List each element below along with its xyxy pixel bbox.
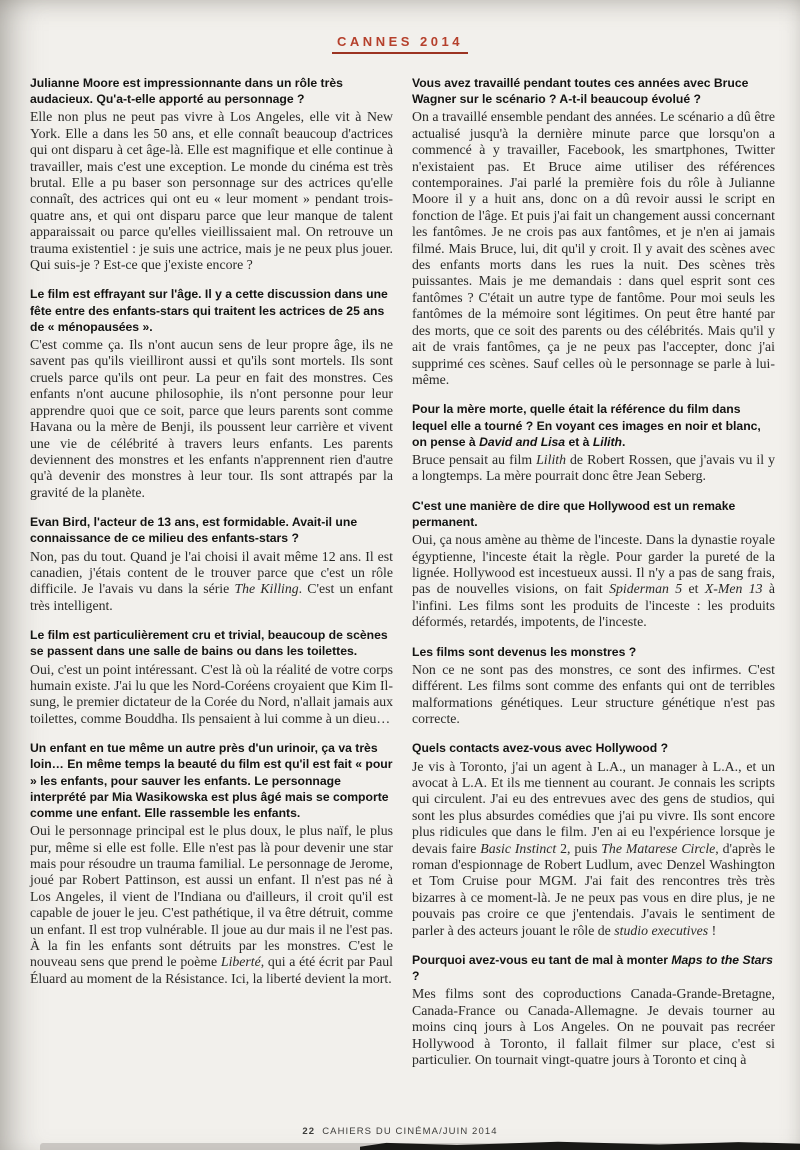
interview-question: Vous avez travaillé pendant toutes ces années avec Bruce Wagner sur le scénario ? A-t-il beaucoup évolué ? xyxy=(412,76,749,107)
scan-edge-artifact xyxy=(360,1139,800,1150)
interview-question: C'est une manière de dire que Hollywood est un remake permanent. xyxy=(412,498,736,529)
interview-answer: Je vis à Toronto, j'ai un agent à L.A., un manager à L.A., et un avocat à L.A. Et ils me tiennent au courant. Je connais les scripts qui circulent. J'ai eu des entrevues avec des gens de studios, qui sont les plus absurdes comédies que j'ai pu vivre. Ils sont encore plus ridicules que dans le film. J'en ai eu l'expérience lorsque je devais faire Basic Instinct 2, puis The Matarese Circle, d'après le roman d'espionnage de Robert Ludlum, avec Denzel Washington et Tom Cruise pour MGM. J'ai fait des rencontres très très bizarres à ce moment-là. Je ne peux pas vous en dire plus, je ne pouvais pas croire ce que j'entendais. J'avais le sentiment de parler à des acteurs jouant le rôle de studio executives ! xyxy=(412,758,775,938)
interview-question: Julianne Moore est impressionnante dans un rôle très audacieux. Qu'a-t-elle apporté au personnage ? xyxy=(30,76,343,107)
interview-answer: Mes films sont des coproductions Canada-Grande-Bretagne, Canada-France ou Canada-Allemagne. Je devais tourner au moins cinq jours à Los Angeles. On ne pouvait pas recréer Hollywood à Toronto, il fallait filmer sur place, c'est si particulier. On tournait vingt-quatre jours à Toronto et cinq à xyxy=(412,986,775,1068)
interview-answer: Non ce ne sont pas des monstres, ce sont des infirmes. C'est différent. Les films sont comme des enfants qui ont de terribles malformations génétiques. Leur structure génétique n'est pas correcte. xyxy=(412,661,775,726)
page-footer xyxy=(0,1126,800,1137)
section-header xyxy=(0,0,800,54)
interview-question: Quels contacts avez-vous avec Hollywood ? xyxy=(412,741,669,756)
article-column-left xyxy=(30,75,393,1069)
interview-question: Un enfant en tue même un autre près d'un urinoir, ça va très loin… En même temps la beauté du film est qu'il est fait « pour » les enfants, pour sauver les enfants. Le personnage interprété par Mia Wasikowska est plus âgé mais se comporte comme une enfant. Elle rassemble les enfants. xyxy=(30,741,393,821)
page-number: 22 xyxy=(302,1126,316,1137)
interview-question: Evan Bird, l'acteur de 13 ans, est formidable. Avait-il une connaissance de ce milieu des enfants-stars ? xyxy=(30,515,358,546)
interview-answer: C'est comme ça. Ils n'ont aucun sens de leur propre âge, ils ne savent pas qu'ils vieilliront aussi et qu'ils sont mortels. Ils sont cruels parce qu'ils ont peur. La peur en fait des monstres. Ces enfants n'ont aucune philosophie, ils n'ont personne pour leur apprendre quoi que ce soit, parce que leurs parents sont comme Havana ou la mère de Benji, ils poussent leur carrière et vivent une vie de célébrité à travers leurs enfants. Les parents deviennent des monstres et les enfants n'apprennent rien d'autre qu'à devenir des monstres à leur tour. Ils sont attrapés par la gravité de la planète. xyxy=(30,337,393,500)
interview-answer: Oui, c'est un point intéressant. C'est là où la réalité de votre corps humain existe. J'ai lu que les Nord-Coréens croyaient que Kim Il-sung, le premier dictateur de la Corée du Nord, n'allait jamais aux toilettes, comme Bouddha. Ils pensaient à lui comme à un dieu… xyxy=(30,661,393,726)
interview-question: Les films sont devenus les monstres ? xyxy=(412,644,637,659)
interview-question: Le film est effrayant sur l'âge. Il y a cette discussion dans une fête entre des enfants-stars qui traitent les actrices de 25 ans de « ménopausées ». xyxy=(30,287,388,334)
article-columns xyxy=(0,54,800,1069)
section-title: CANNES 2014 xyxy=(332,34,468,54)
interview-question: Pourquoi avez-vous eu tant de mal à monter Maps to the Stars ? xyxy=(412,953,773,984)
interview-answer: Oui le personnage principal est le plus doux, le plus naïf, le plus pur, même si elle est folle. Elle n'est pas là pour devenir une star mais pour résoudre un trauma familial. Le personnage de Jerome, joué par Robert Pattinson, est aussi un enfant. Il n'est pas né à Los Angeles, il vient de l'Indiana ou d'ailleurs, il croit qu'il est capable de jouer le jeu. C'est pathétique, il va être détruit, comme un enfant. Il est trop vulnérable. Il joue au dur mais il ne l'est pas. À la fin les enfants sont détruits par les monstres. C'est le nouveau sens que prend le poème Liberté, qui a été écrit par Paul Éluard au moment de la Résistance. Ici, la liberté devient la mort. xyxy=(30,823,393,986)
article-column-right xyxy=(412,75,775,1069)
interview-answer: Elle non plus ne peut pas vivre à Los Angeles, elle vit à New York. Elle a dans les 50 ans, et elle connaît beaucoup d'actrices qui ont disparu à cet âge-là. Elle est magnifique et elle continue à travailler, mais c'est une exception. Le monde du cinéma est très brutal. Elle a pu baser son personnage sur des actrices qu'elle connaît, des actrices qui ont eu « leur moment » pendant trois-quatre ans, et qui ont disparu parce que leur manque de talent apparaissait ou parce qu'elles vieillissaient mal. On retrouve un trauma existentiel : je suis une actrice, mais je ne peux plus jouer. Qui suis-je ? Est-ce que j'existe encore ? xyxy=(30,109,393,273)
interview-answer: On a travaillé ensemble pendant des années. Le scénario a dû être actualisé jusqu'à la dernière minute parce que lorsqu'on a commencé à y travailler, Facebook, les smartphones, Twitter n'existaient pas. Et Bruce aime utiliser des références contemporaines. J'ai parlé la première fois du rôle à Julianne Moore il y a huit ans, donc on a dû revoir aussi le script en fonction de l'âge. Et puis j'ai fait un changement aussi concernant les fantômes. Je ne crois pas aux fantômes, et je n'en ai jamais filmé. Mais Bruce, lui, dit qu'il y croit. Il y avait des scènes avec des enfants morts dans les rues la nuit. Des scènes très puissantes. Mais je me demandais : dans quel esprit sont ces fantômes ? C'était un autre type de fantôme. Pour moi seuls les fantômes de la mémoire sont légitimes. On peut être hanté par des morts, que ce soit des parents ou des célébrités. Mais qu'il y ait de vrais fantômes, ça je ne peux pas l'accepter, donc j'ai supprimé ces scènes. Sauf celles où le personnage se parle à lui-même. xyxy=(412,109,775,387)
journal-name: CAHIERS DU CINÉMA/JUIN 2014 xyxy=(322,1126,498,1137)
interview-answer: Non, pas du tout. Quand je l'ai choisi il avait même 12 ans. Il est canadien, j'étais content de le trouver parce que c'est un rôle difficile. Je l'avais vu dans la série The Killing. C'est un enfant très intelligent. xyxy=(30,548,393,613)
interview-answer: Bruce pensait au film Lilith de Robert Rossen, que j'avais vu il y a longtemps. La mère pourrait donc être Jean Seberg. xyxy=(412,451,775,484)
interview-answer: Oui, ça nous amène au thème de l'inceste. Dans la dynastie royale égyptienne, l'inceste était la règle. Pour garder la pureté de la lignée. Hollywood est incestueux aussi. Il n'y a pas de sang frais, pas de nouvelles visions, on fait Spiderman 5 et X-Men 13 à l'infini. Les films sont les produits de l'inceste : les produits déformés, retardés, impotents, de l'inceste. xyxy=(412,532,775,630)
interview-question: Le film est particulièrement cru et trivial, beaucoup de scènes se passent dans une salle de bains ou dans les toilettes. xyxy=(30,628,388,659)
interview-question: Pour la mère morte, quelle était la référence du film dans lequel elle a tourné ? En voyant ces images en noir et blanc, on pense à David and Lisa et à Lilith. xyxy=(412,402,761,449)
